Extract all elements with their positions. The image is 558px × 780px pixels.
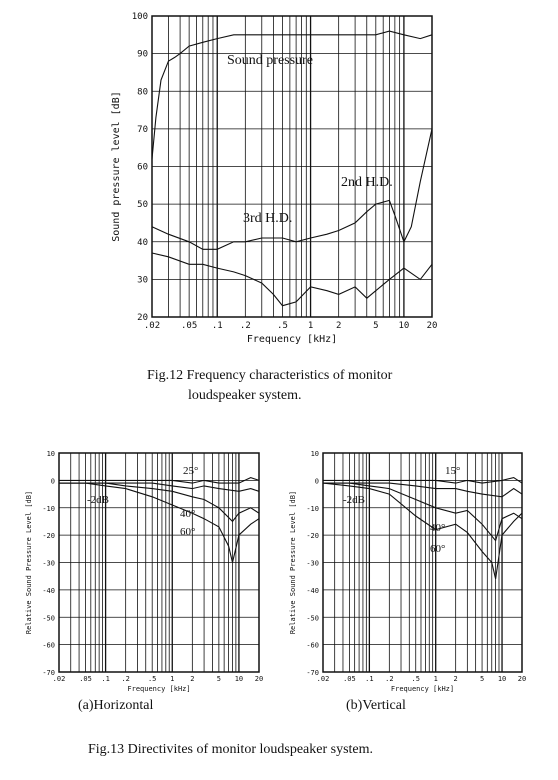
second-hd-label: 2nd H.D. — [341, 175, 393, 190]
x-tick-label: 1 — [307, 321, 314, 331]
x-tick-label: .02 — [316, 675, 330, 683]
y-tick-label: 70 — [137, 124, 148, 135]
y-tick-label: 0 — [50, 477, 55, 486]
fig13-sub-b: (b)Vertical — [346, 698, 406, 713]
y-tick-label: -40 — [42, 586, 55, 595]
x-tick-label: .1 — [101, 675, 110, 683]
fig12-caption-line2: loudspeaker system. — [188, 388, 302, 403]
y-tick-label: 30 — [137, 275, 148, 286]
y-tick-label: -10 — [42, 504, 55, 513]
y-tick-label: 100 — [131, 12, 148, 22]
y-tick-label: -40 — [306, 586, 319, 595]
x-tick-label: .1 — [211, 321, 223, 331]
y-tick-label: -60 — [42, 641, 55, 650]
x-tick-label: .5 — [277, 321, 288, 331]
fig12-chart — [111, 12, 437, 345]
y-axis-label: Sound pressure level [dB] — [111, 91, 122, 242]
angle-40-label: 40° — [430, 522, 446, 534]
x-tick-label: 2 — [335, 321, 342, 331]
y-tick-label: -50 — [42, 614, 55, 623]
x-tick-label: .5 — [411, 675, 420, 683]
x-tick-label: 20 — [517, 675, 527, 683]
series-line-1 — [152, 31, 432, 159]
x-tick-label: 20 — [426, 321, 438, 331]
y-tick-label: -70 — [306, 669, 319, 677]
x-tick-label: .05 — [181, 321, 198, 331]
x-axis-label: Frequency [kHz] — [246, 334, 338, 345]
fig13a-chart — [25, 450, 263, 693]
x-tick-label: 5 — [216, 675, 221, 683]
minus-2db-label: -2dB — [87, 494, 109, 506]
x-tick-label: 2 — [453, 675, 458, 683]
sound-pressure-label: Sound pressure — [227, 53, 313, 68]
x-axis-label: Frequency [kHz] — [390, 685, 455, 693]
angle-25-label: 25° — [183, 465, 199, 477]
y-tick-label: -10 — [306, 504, 319, 513]
y-tick-label: 20 — [137, 313, 148, 323]
x-axis-label: Frequency [kHz] — [127, 685, 191, 693]
x-tick-label: 5 — [373, 321, 379, 331]
fig12-caption-line1: Fig.12 Frequency characteristics of monitor — [147, 368, 393, 383]
x-tick-label: .05 — [79, 675, 92, 683]
y-tick-label: -60 — [306, 641, 319, 650]
y-axis-label: Relative Sound Pressure Level [dB] — [289, 490, 297, 635]
y-tick-label: -30 — [306, 559, 319, 568]
x-tick-label: .1 — [365, 675, 374, 683]
fig13-caption: Fig.13 Directivites of monitor loudspeaker system. — [88, 742, 374, 757]
x-tick-label: 20 — [254, 675, 264, 683]
y-tick-label: 50 — [137, 200, 148, 211]
angle-60-label: 60° — [430, 543, 446, 555]
x-tick-label: .5 — [147, 675, 157, 683]
x-tick-label: 1 — [433, 675, 438, 683]
y-tick-label: -20 — [306, 532, 319, 541]
x-tick-label: 10 — [497, 675, 507, 683]
y-tick-label: 0 — [314, 477, 319, 486]
y-tick-label: -50 — [306, 614, 319, 623]
x-tick-label: .2 — [121, 675, 130, 683]
y-tick-label: -30 — [42, 559, 55, 568]
angle-60-label: 60° — [180, 526, 196, 538]
fig13-sub-a: (a)Horizontal — [78, 698, 154, 713]
x-tick-label: .2 — [385, 675, 394, 683]
y-tick-label: 10 — [46, 450, 55, 458]
x-tick-label: 10 — [398, 321, 410, 331]
x-tick-label: 10 — [234, 675, 244, 683]
y-axis-label: Relative Sound Pressure Level [dB] — [25, 490, 33, 635]
x-tick-label: .05 — [343, 675, 356, 683]
angle-15-label: 15° — [445, 465, 461, 477]
x-tick-label: .02 — [143, 321, 161, 331]
x-tick-label: 1 — [170, 675, 175, 683]
y-tick-label: -70 — [42, 669, 55, 677]
y-tick-label: -20 — [42, 532, 55, 541]
fig13b-chart — [289, 450, 526, 693]
y-tick-label: 60 — [137, 162, 148, 173]
x-tick-label: 2 — [190, 675, 195, 683]
minus-2db-label: -2dB — [343, 494, 365, 506]
y-tick-label: 10 — [310, 450, 319, 458]
third-hd-label: 3rd H.D. — [243, 211, 293, 226]
x-tick-label: .2 — [239, 321, 251, 331]
y-tick-label: 40 — [137, 237, 148, 248]
y-tick-label: 90 — [137, 49, 148, 60]
x-tick-label: 5 — [479, 675, 485, 683]
y-tick-label: 80 — [137, 87, 148, 98]
x-tick-label: .02 — [52, 675, 66, 683]
angle-40-label: 40° — [180, 508, 196, 520]
